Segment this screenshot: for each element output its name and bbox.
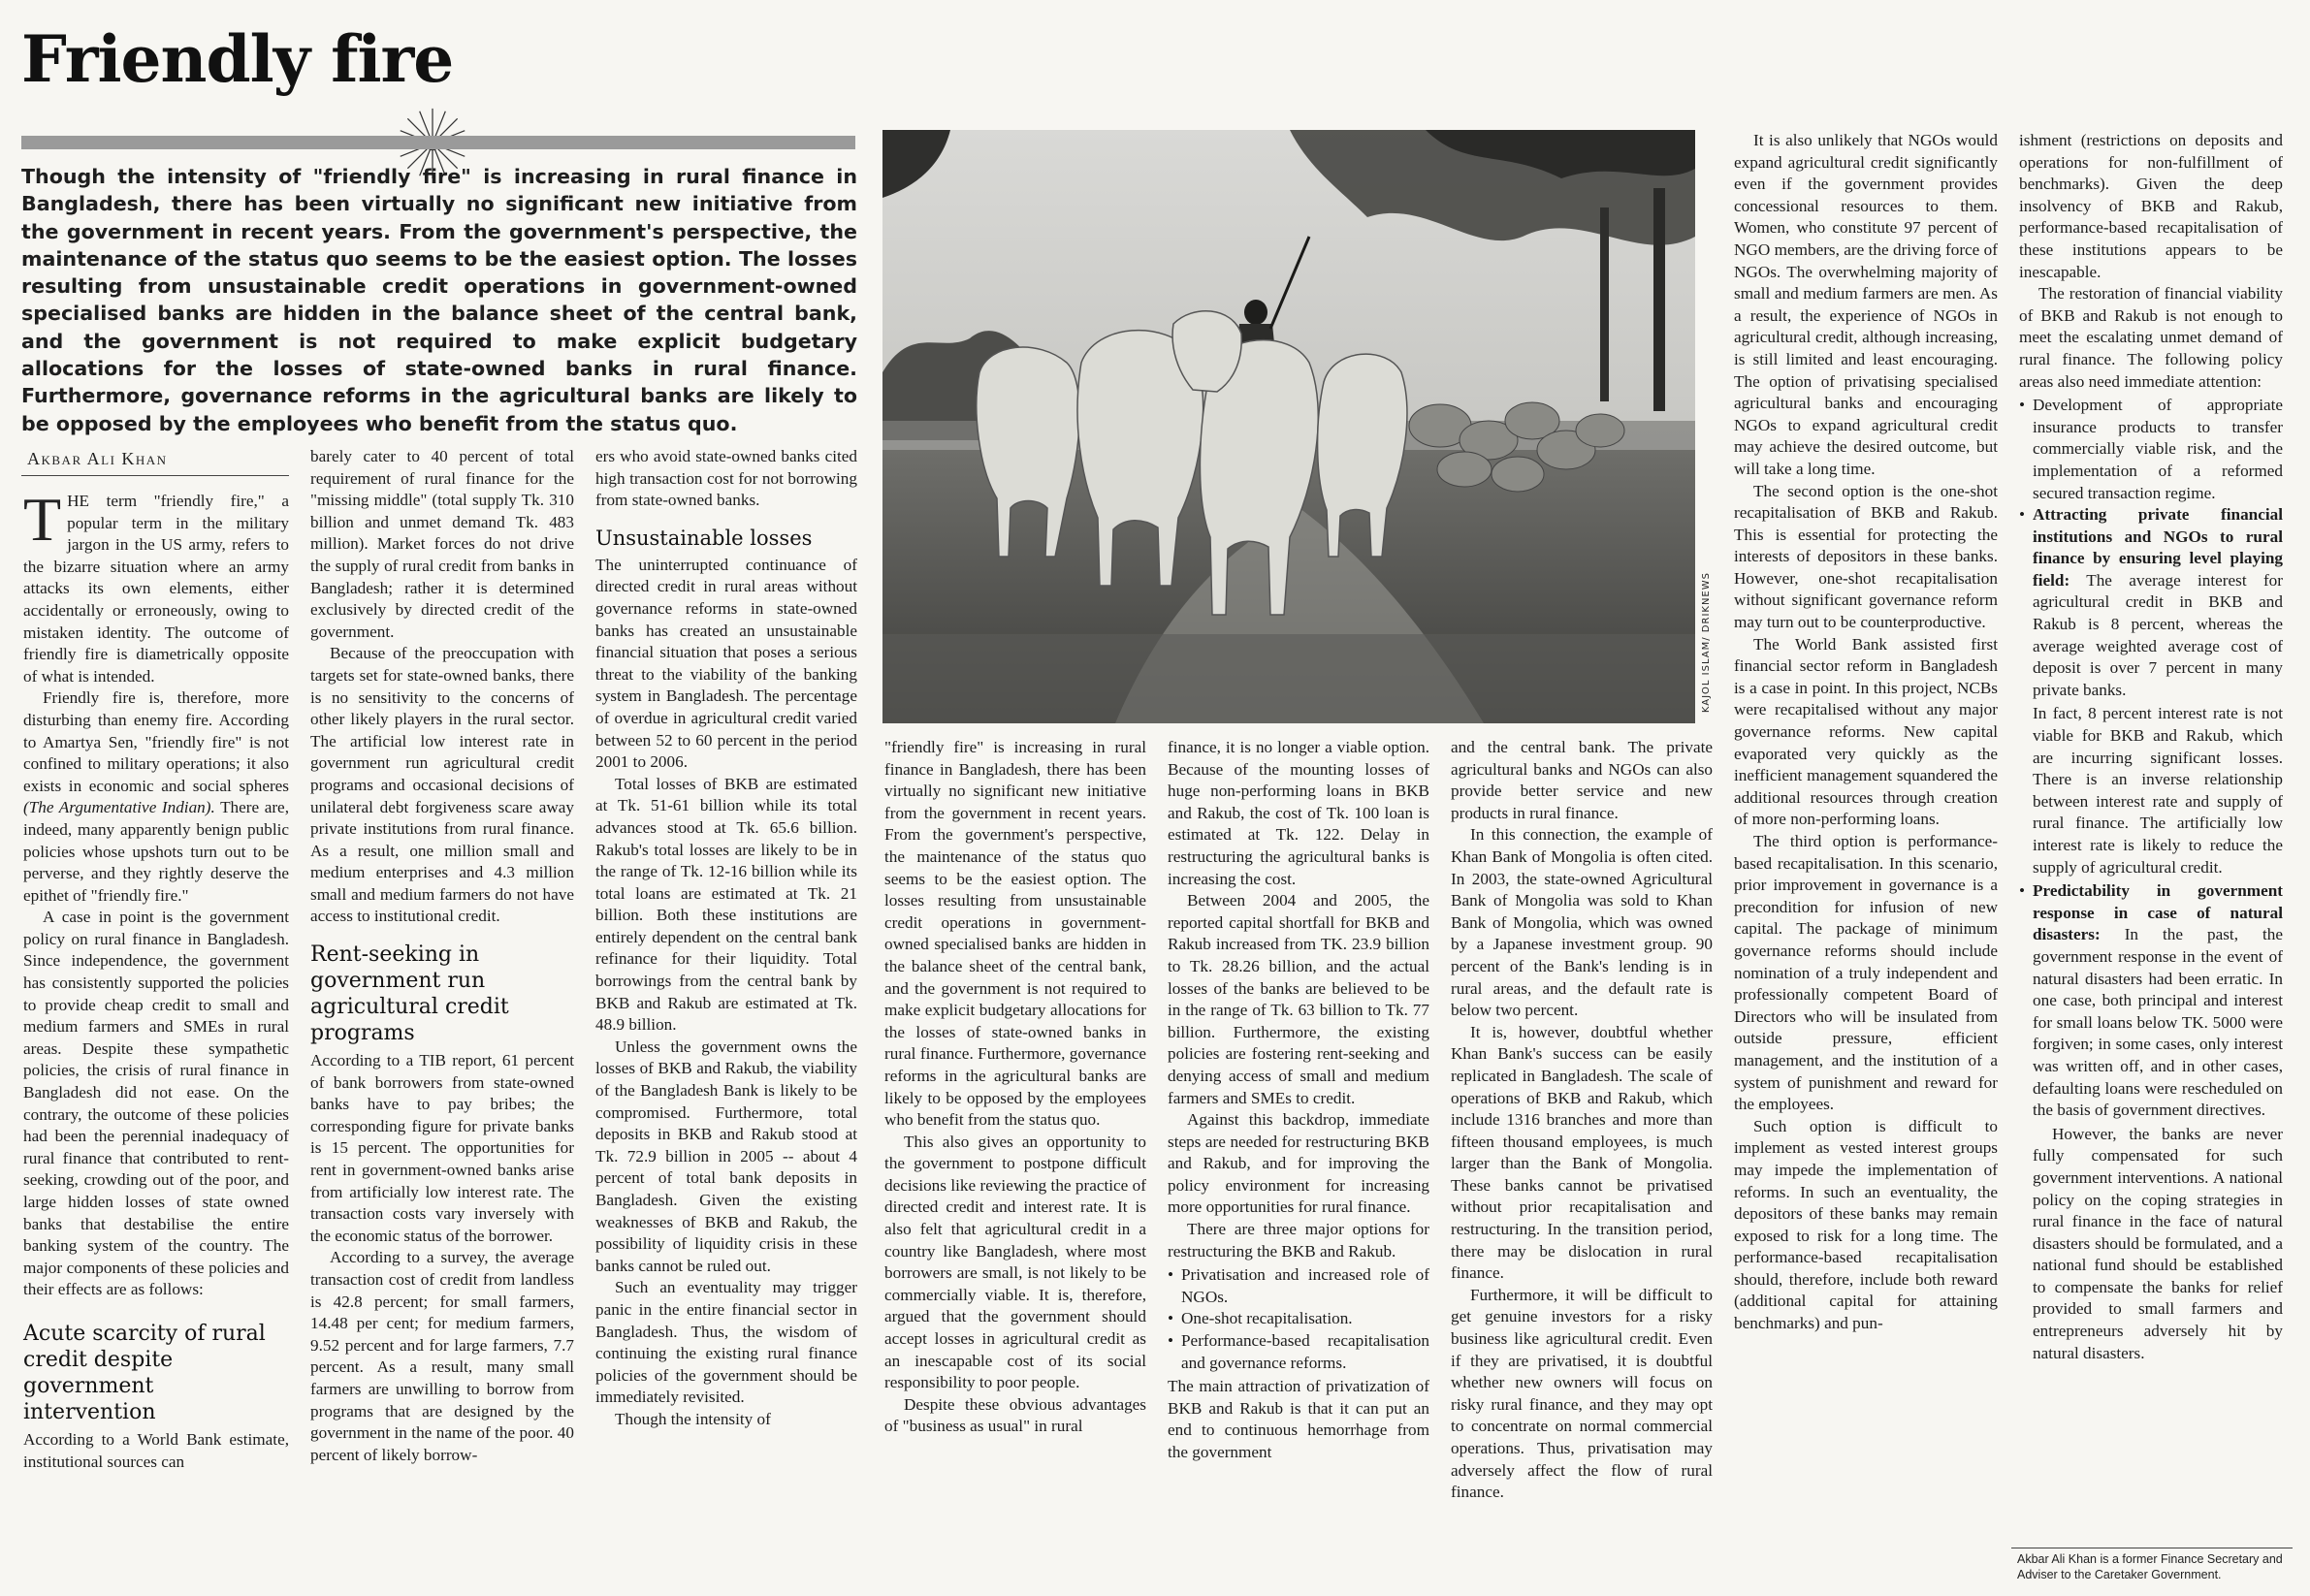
body-paragraph: Unless the government owns the losses of BKB and Rakub, the viability of the Bangladesh Bank is likely to be compromised. Furthermore, total deposits in BKB and Rakub stood at Tk. 72.9 billion in 2005 -- about 4 percent of total bank deposits in Bangladesh. Given the existing weaknesses of BKB and Rakub, the possibility of liquidity crisis in these banks cannot be ruled out.: [595, 1037, 857, 1275]
body-paragraph: ers who avoid state-owned banks cited high transaction cost for not borrowing from state-owned banks.: [595, 447, 857, 510]
body-paragraph: According to a survey, the average transaction cost of credit from landless is 42.8 percent; for small farmers, 14.48 per cent; for medium farmers, 9.52 percent and for large farmers, 7.7 percent. As a result, many small farmers are unwilling to borrow from programs that are designed by the government in the name of the poor. 40 percent of likely borrow-: [310, 1248, 574, 1464]
body-paragraph: The main attraction of privatization of BKB and Rakub is that it can put an end to continuous hemorrhage from the government: [1168, 1377, 1429, 1461]
policy-areas-list-cont: [2019, 880, 2283, 1122]
policy-areas-list: [2019, 395, 2283, 701]
body-paragraph: The uninterrupted continuance of directed credit in rural areas without governance reforms in state-owned banks has created an unsustainable financial situation that poses a serious threat to the viability of the banking system in Bangladesh. The percentage of overdue in agricultural credit varied between 52 to 60 percent in the period 2001 to 2006.: [595, 555, 857, 772]
body-paragraph: THE term "friendly fire," a popular term in the military jargon in the US army, refers to the bizarre situation where an army attacks its own elements, either accidentally or erroneously, owing to mistaken identity. The outcome of friendly fire is diametrically opposite of what is intended.: [23, 485, 289, 686]
list-item: • Privatisation and increased role of NGOs.: [1168, 1264, 1429, 1308]
body-paragraph: This also gives an opportunity to the government to postpone difficult decisions like reviewing the practice of directed credit and interest rate. It is also felt that agricultural credit in a country like Bangladesh, where most borrowers are small, is not likely to be commercially viable. It is, therefore, argued that the government should accept losses in agricultural credit as an inescapable cost of its social responsibility to poor people.: [884, 1132, 1146, 1392]
list-item: • Predictability in government response in case of natural disasters: In the past, the government response in the event of natural disasters had been erratic. In one case, both principal and interest for small loans below TK. 5000 were forgiven; in some cases, only interest was written off, and in other cases, defaulting loans were rescheduled on the basis of government directives.: [2019, 880, 2283, 1122]
body-paragraph: Because of the preoccupation with targets set for state-owned banks, there is no sensitivity to the concerns of other likely players in the rural sector. The artificial low interest rate in government run agricultural credit programs and occasional decisions of unilateral debt forgiveness scare away private institutions from rural finance. As a result, one million small and medium enterprises and 4.3 million small and medium farmers do not have access to institutional credit.: [310, 644, 574, 926]
drop-cap: T: [23, 485, 62, 554]
photo-credit: KAJOL ISLAM/ DRIKNEWS: [1701, 572, 1712, 714]
body-paragraph: Furthermore, it will be difficult to get genuine investors for a risky business like agricultural credit. Even if they are privatised, it is doubtful whether new owners will focus on risky rural finance, and they may opt to concentrate on normal commercial operations. Thus, privatisation may adversely affect the flow of rural finance.: [1451, 1285, 1713, 1502]
body-paragraph: Total losses of BKB are estimated at Tk. 51-61 billion while its total advances stood at Tk. 65.6 billion. Rakub's total losses are likely to be in the range of Tk. 12-16 billion while its total loans are estimated at Tk. 21 billion. Both these institutions are entirely dependent on the central bank refinance for their liquidity. Total borrowings from the central bank by BKB and Rakub are estimated at Tk. 48.9 billion.: [595, 774, 857, 1035]
options-list: [1168, 1264, 1429, 1374]
body-paragraph: Against this backdrop, immediate steps are needed for restructuring BKB and Rakub, and for improving the policy environment for increasing more opportunities for rural finance.: [1168, 1110, 1429, 1217]
body-paragraph: Such option is difficult to implement as vested interest groups may impede the implementation of reforms. In such an eventuality, the depositors of these banks may remain exposed to risk for a long time. The performance-based recapitalisation should, therefore, include both reward (additional capital for attaining benchmarks) and pun-: [1734, 1116, 1998, 1333]
body-paragraph: A case in point is the government policy on rural finance in Bangladesh. Since independence, the government has consistently supported the policies to provide cheap credit to small and medium farmers and SMEs in rural areas. Despite these sympathetic policies, the crisis of rural finance in Bangladesh did not ease. On the contrary, the outcome of these policies had been the perennial inadequacy of rural finance that contributed to rent-seeking, crowding out of the poor, and large hidden losses of state owned banks that destabilise the entire banking system of the country. The major components of these policies and their effects are as follows:: [23, 908, 289, 1299]
photo-cattle-herd: [882, 130, 1695, 723]
byline: Akbar Ali Khan: [27, 449, 168, 468]
article-deck: Though the intensity of "friendly fire" is increasing in rural finance in Bangladesh, there has been virtually no significant new initiative from the government in recent years. From the government's perspective, the maintenance of the status quo seems to be the easiest option. The losses resulting from unsustainable credit operations in government-owned specialised banks are hidden in the balance sheet of the central bank, and the government is not required to make explicit budgetary allocations for the losses of state-owned banks in rural finance. Furthermore, governance reforms in the agricultural banks are likely to be opposed by the employees who benefit from the status quo.: [21, 165, 857, 435]
column-8: [2019, 130, 2283, 1364]
column-2: [310, 446, 574, 1466]
body-paragraph: In this connection, the example of Khan Bank of Mongolia is often cited. In 2003, the state-owned Agricultural Bank of Mongolia was sold to Khan Bank of Mongolia, which was owned by a Japanese investment group. 90 percent of the Bank's lending is in rural areas, and the default rate is below two percent.: [1451, 825, 1713, 1020]
column-6: [1451, 737, 1713, 1504]
body-paragraph: According to a TIB report, 61 percent of bank borrowers from state-owned banks have to pay bribes; the corresponding figure for private banks is 15 percent. The opportunities for rent in government-owned banks arise from artificially low interest rate. The transaction costs vary inversely with the economic status of the borrower.: [310, 1051, 574, 1245]
subheading-rent-seeking: Rent-seeking in government run agricultural credit programs: [310, 942, 509, 1046]
column-4: [884, 737, 1146, 1438]
list-item: • Development of appropriate insurance products to transfer commercially viable risk, and the implementation of a reformed secured transaction regime.: [2019, 395, 2283, 504]
body-paragraph: According to a World Bank estimate, institutional sources can: [23, 1429, 289, 1471]
column-7: [1734, 130, 1998, 1335]
body-paragraph: The World Bank assisted first financial sector reform in Bangladesh is a case in point. In this project, NCBs were recapitalised without any major governance reforms. New capital evaporated very quickly as the inefficient management squandered the additional resources through creation of more non-performing loans.: [1734, 634, 1998, 829]
author-footnote: Akbar Ali Khan is a former Finance Secretary and Adviser to the Caretaker Government.: [2017, 1552, 2283, 1581]
subheading-unsustainable-losses: Unsustainable losses: [595, 526, 813, 550]
column-1: [23, 485, 289, 1473]
body-paragraph: ishment (restrictions on deposits and operations for non-fulfillment of benchmarks). Given the deep insolvency of BKB and Rakub, performance-based recapitalisation of these institutions appears to be inescapable.: [2019, 131, 2283, 281]
list-item: • One-shot recapitalisation.: [1168, 1308, 1429, 1330]
body-paragraph: Between 2004 and 2005, the reported capital shortfall for BKB and Rakub increased from TK. 23.9 billion to Tk. 28.26 billion, and the actual losses of the banks are believed to be in the range of Tk. 63 billion to Tk. 77 billion. Furthermore, the existing policies are fostering rent-seeking and denying access of small and medium farmers and SMEs to credit.: [1168, 891, 1429, 1107]
body-paragraph: Though the intensity of: [615, 1409, 771, 1428]
body-paragraph: Friendly fire is, therefore, more disturbing than enemy fire. According to Amartya Sen, "friendly fire" is not confined to military operations; it also exists in economic and social spheres (The Argumentative Indian). There are, indeed, many apparently benign public policies whose upshots turn out to be perverse, and they rightly deserve the epithet of "friendly fire.": [23, 688, 289, 905]
body-paragraph: The restoration of financial viability of BKB and Rakub is not enough to meet the escalating unmet demand of rural finance. The following policy areas also need immediate attention:: [2019, 284, 2283, 391]
body-paragraph: Such an eventuality may trigger panic in the entire financial sector in Bangladesh. Thus, the wisdom of continuing the existing rural finance policies of the government should be immediately revisited.: [595, 1278, 857, 1407]
body-paragraph: It is, however, doubtful whether Khan Bank's success can be easily replicated in Bangladesh. The scale of operations of BKB and Rakub, which include 1316 branches and more than fifteen thousand employees, is much larger than the Bank of Mongolia. These banks cannot be privatised without prior recapitalisation and restructuring. In the transition period, there may be dislocation in rural finance.: [1451, 1022, 1713, 1283]
body-paragraph: "friendly fire" is increasing in rural finance in Bangladesh, there has been virtually no significant new initiative from the government in recent years. From the government's perspective, the maintenance of the status quo seems to be the easiest option. The losses resulting from unsustainable credit operations in government-owned specialised banks are hidden in the balance sheet of the central bank, and the government is not required to make explicit budgetary allocations for the losses of state-owned banks in rural finance. Furthermore, governance reforms in the agricultural banks are likely to be opposed by the employees who benefit from the status quo.: [884, 738, 1146, 1130]
body-paragraph: In fact, 8 percent interest rate is not viable for BKB and Rakub, which are incurring significant losses. There is an inverse relationship between interest rate and supply of rural finance. The artificially low interest rate is likely to reduce the supply of agricultural credit.: [2033, 704, 2283, 877]
body-paragraph: It is also unlikely that NGOs would expand agricultural credit significantly even if the government provides concessional resources to them. Women, who constitute 97 percent of NGO members, are the driving force of NGOs. The overwhelming majority of small and medium farmers are men. As a result, the experience of NGOs in agricultural credit, although increasing, is still limited and least encouraging. The option of privatising specialised agricultural banks and encouraging NGOs to expand agricultural credit may achieve the desired outcome, but will take a long time.: [1734, 131, 1998, 478]
body-paragraph: Despite these obvious advantages of "business as usual" in rural: [884, 1394, 1146, 1436]
body-paragraph: The second option is the one-shot recapitalisation of BKB and Rakub. This is essential for protecting the interests of depositors in these banks. However, one-shot recapitalisation without significant governance reform may turn out to be counterproductive.: [1734, 481, 1998, 632]
article-headline: Friendly fire: [21, 21, 454, 97]
list-item: • Performance-based recapitalisation and governance reforms.: [1168, 1330, 1429, 1374]
list-item: • Attracting private financial institutions and NGOs to rural finance by ensuring level playing field: The average interest for agricultural credit in BKB and Rakub is 8 percent, whereas the average weighted average cost of deposit is over 7 percent in many private banks.: [2019, 504, 2283, 701]
body-paragraph: There are three major options for restructuring the BKB and Rakub.: [1168, 1220, 1429, 1261]
subheading-acute-scarcity: Acute scarcity of rural credit despite government intervention: [23, 1321, 266, 1424]
body-paragraph: The third option is performance-based recapitalisation. In this scenario, prior improvement in governance is a precondition for infusion of new capital. The package of minimum governance reforms should include nomination of a truly independent and professionally competent Board of Directors who will be insulated from outside pressure, efficient management, and the institution of a system of punishment and reward for the employees.: [1734, 832, 1998, 1114]
body-paragraph: finance, it is no longer a viable option. Because of the mounting losses of huge non-performing loans in BKB and Rakub, the cost of Tk. 100 loan is estimated at Tk. 122. Delay in restructuring the agricultural banks is increasing the cost.: [1168, 738, 1429, 888]
body-paragraph: and the central bank. The private agricultural banks and NGOs can also provide better service and new products in rural finance.: [1451, 738, 1713, 822]
byline-rule: [21, 475, 289, 476]
deck-rule-bar: [21, 136, 855, 149]
body-paragraph: barely cater to 40 percent of total requirement of rural finance for the "missing middle" (total supply Tk. 310 billion and unmet demand Tk. 483 million). Market forces do not drive the supply of rural credit from banks in Bangladesh; rather it is determined exclusively by directed credit of the government.: [310, 447, 574, 641]
column-5: [1168, 737, 1429, 1464]
body-paragraph: However, the banks are never fully compensated for such government interventions. A national policy on the coping strategies in rural finance in the face of natural disasters should be formulated, and a national fund should be established to compensate the banks for relief provided to small farmers and entrepreneurs adversely hit by natural disasters.: [2033, 1124, 2283, 1362]
column-3: [595, 446, 857, 1431]
